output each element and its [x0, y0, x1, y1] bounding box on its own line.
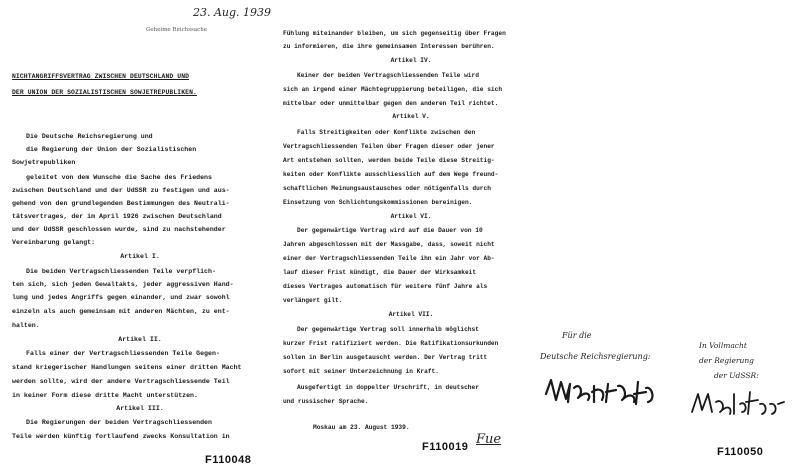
article-heading: Artikel VI. [390, 213, 432, 220]
article-text-line: sofort mit seiner Unterzeichnung in Kraft. [283, 368, 439, 375]
article-text-line: sollen in Berlin ausgetauscht werden. Der Vertrag tritt [283, 354, 488, 361]
treaty-page-3 [542, 0, 800, 470]
header-stamp: Geheime Reichssache [146, 27, 208, 33]
article-text-line: kurzer Frist ratifiziert werden. Die Ratifikationsurkunden [283, 340, 499, 347]
article-text-line: ten sich, sich jeden Gewaltakts, jeder aggressiven Hand- [12, 281, 234, 288]
molotov-signature [688, 388, 788, 418]
article-text-line: in keiner Form diese dritte Macht unterstützen. [12, 392, 198, 399]
preamble-line: zwischen Deutschland und der UdSSR zu festigen und aus- [12, 187, 230, 194]
article-heading: Artikel II. [118, 336, 162, 343]
treaty-title-line: DER UNION DER SOZIALISTISCHEN SOWJETREPUBLIKEN. [12, 89, 197, 96]
article-text-line: Jahren abgeschlossen mit der Massgabe, dass, soweit nicht [283, 241, 495, 248]
article-text-line: Art entstehen sollten, werden beide Teile diese Streitig- [283, 157, 495, 164]
preamble-line: Sowjetrepubliken [12, 159, 76, 166]
closing-line: und russischer Sprache. [283, 398, 369, 405]
article-text-line: lauf dieser Frist kündigt, die Dauer der Wirksamkeit [283, 269, 477, 276]
ribbentrop-signature [542, 372, 662, 412]
article-text-line: keiten oder Konflikte ausschliesslich auf dem Wege freund- [283, 171, 499, 178]
article-text-line: Fühlung miteinander bleiben, um sich gegenseitig über Fragen [283, 30, 506, 37]
page-number: F110050 [717, 446, 764, 458]
article-text-line: verlängert gilt. [283, 297, 343, 304]
article-text-line: Falls einer der Vertragschliessenden Teile Gegen- [26, 350, 220, 357]
place-date: Moskau am 23. August 1939. [313, 424, 410, 431]
article-text-line: sich an irgend einer Mächtegruppierung beteiligen, die sich [283, 86, 503, 93]
article-text-line: lung und jedes Angriffs gegen einander, und zwar sowohl [12, 294, 230, 301]
preamble-line: und der UdSSR geschlossen wurde, sind zu nachstehender [12, 226, 226, 233]
handwritten-initials: Fue [476, 432, 502, 447]
article-text-line: Keiner der beiden Vertragschliessenden Teile wird [297, 72, 479, 79]
preamble-line: tätsvertrages, der im April 1926 zwischen Deutschland [12, 213, 222, 220]
article-heading: Artikel V. [392, 113, 430, 120]
soviet-signatory-label: der UdSSR: [714, 371, 759, 380]
article-text-line: Der gegenwärtige Vertrag wird auf die Dauer von 10 [297, 227, 483, 234]
article-text-line: schaftlichen Meinungsaustausches oder nötigenfalls durch [283, 185, 491, 192]
article-heading: Artikel III. [116, 405, 164, 412]
article-text-line: Der gegenwärtige Vertrag soll innerhalb möglichst [297, 326, 479, 333]
soviet-signatory-label: In Vollmacht [699, 341, 747, 350]
preamble-line: geleitet von dem Wunsche die Sache des Friedens [26, 174, 212, 181]
treaty-page-2 [280, 0, 542, 470]
article-text-line: Teile werden künftig fortlaufend zwecks Konsultation in [12, 433, 230, 440]
article-text-line: dieses Vertrages automatisch für weitere fünf Jahre als [283, 283, 488, 290]
soviet-signatory-label: der Regierung [699, 356, 754, 365]
preamble-line: Vereinbarung gelangt: [12, 239, 96, 246]
article-text-line: Vertragschliessenden Teilen über Fragen dieser oder jener [283, 143, 495, 150]
page-number: F110048 [205, 454, 252, 466]
german-signatory-label: Deutsche Reichsregierung: [540, 352, 651, 361]
preamble-line: die Regierung der Union der Sozialistischen [26, 146, 197, 153]
article-text-line: stand kriegerischer Handlungen seitens einer dritten Macht [12, 364, 242, 371]
article-text-line: einzeln als auch gemeinsam mit anderen Mächten, zu ent- [12, 308, 230, 315]
preamble-line: Die Deutsche Reichsregierung und [26, 133, 153, 140]
article-heading: Artikel VII. [388, 311, 434, 318]
article-text-line: zu informieren, die ihre gemeinsamen Interessen berühren. [283, 43, 495, 50]
article-text-line: mittelbar oder unmittelbar gegen den anderen Teil richtet. [283, 100, 499, 107]
article-text-line: werden sollte, wird der andere Vertragschliessende Teil [12, 378, 230, 385]
article-heading: Artikel I. [120, 253, 160, 260]
article-text-line: Die Regierungen der beiden Vertragschliessenden [26, 419, 212, 426]
german-signatory-label: Für die [562, 331, 592, 340]
article-text-line: Einsetzung von Schlichtungskommissionen bereinigen. [283, 199, 473, 206]
article-text-line: Die beiden Vertragschliessenden Teile verpflich- [26, 268, 216, 275]
preamble-line: gehend von den grundlegenden Bestimmungen des Neutrali- [12, 200, 230, 207]
handwritten-date: 23. Aug. 1939 [193, 6, 272, 19]
page-number: F110019 [422, 441, 469, 453]
article-text-line: Falls Streitigkeiten oder Konflikte zwischen den [297, 129, 476, 136]
article-heading: Artikel IV. [390, 57, 432, 64]
closing-line: Ausgefertigt in doppelter Urschrift, in deutscher [297, 384, 479, 391]
article-text-line: einer der Vertragschliessenden Teile ihn ein Jahr vor Ab- [283, 255, 495, 262]
article-text-line: halten. [12, 322, 40, 329]
treaty-page-1 [0, 0, 280, 470]
treaty-title-line: NICHTANGRIFFSVERTRAG ZWISCHEN DEUTSCHLAND UND [12, 73, 190, 80]
